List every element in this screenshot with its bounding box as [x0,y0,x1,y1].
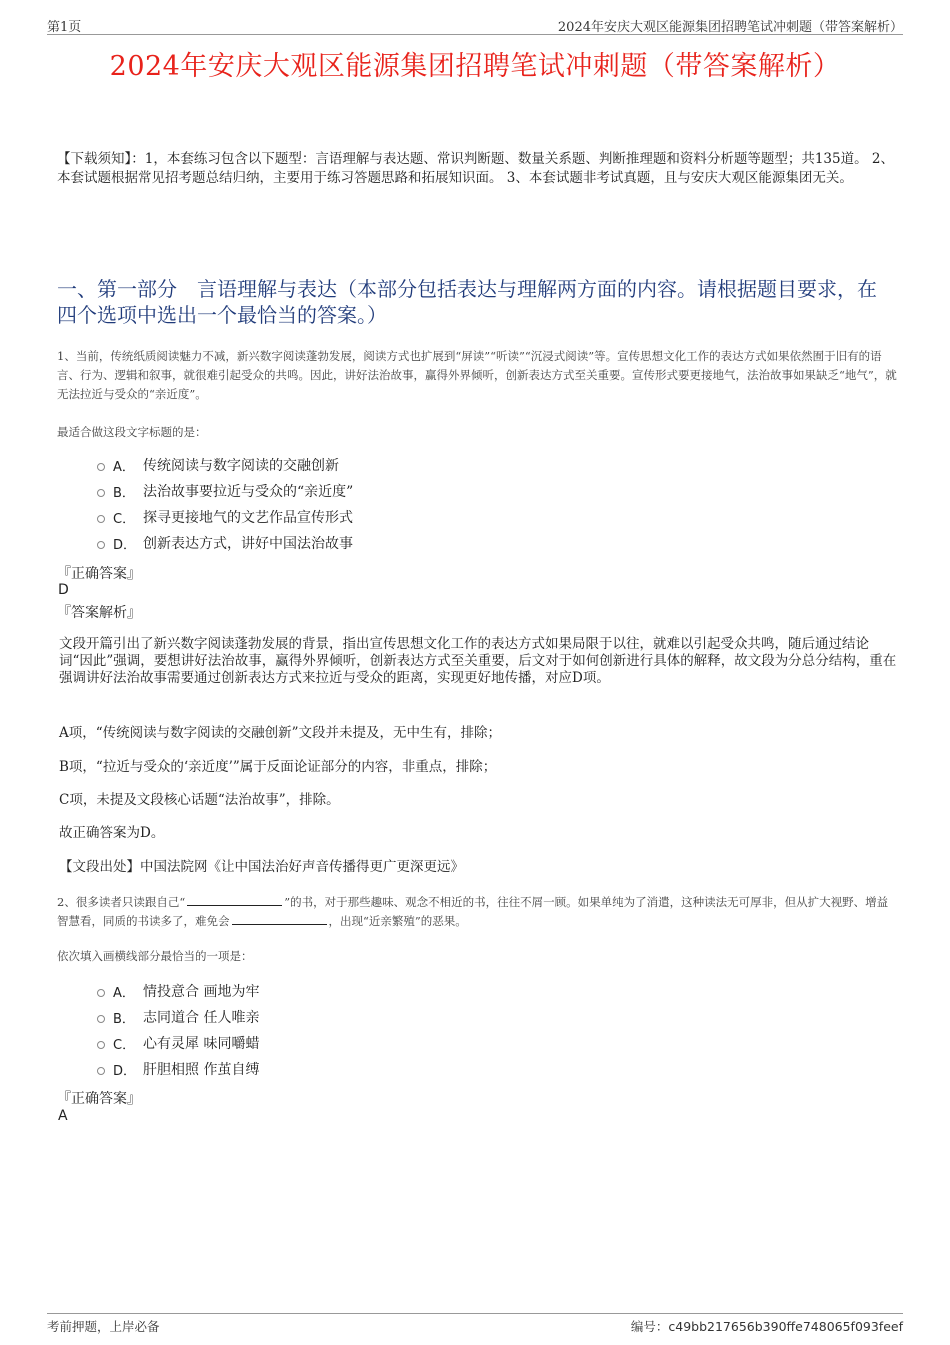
section-title: 一、第一部分 言语理解与表达（本部分包括表达与理解两方面的内容。请根据题目要求，在四个选项中选出一个最恰当的答案。） [57,277,877,327]
page-header [47,14,903,35]
q2-option-c[interactable]: C． 心有灵犀 味同嚼蜡 [97,1030,259,1056]
page-title: 2024年安庆大观区能源集团招聘笔试冲刺题（带答案解析） [109,51,841,82]
question-2-text: 2、很多读者只读跟自己“ ”的书，对于那些趣味、观念不相近的书，往往不屑一顾。如果单纯为了消遣，这种读法无可厚非，但从扩大视野、增益智慧看，同质的书读多了，难免会 ，出现“近亲繁殖”的恶果。 [57,895,889,928]
header-doc-name: 2024年安庆大观区能源集团招聘笔试冲刺题（带答案解析） [557,20,903,35]
page-number: 第1页 [47,20,82,35]
q1-analysis-a: A项，“传统阅读与数字阅读的交融创新”文段并未提及，无中生有，排除； [59,725,502,741]
q1-analysis-b: B项，“拉近与受众的‘亲近度’”属于反面论证部分的内容，非重点，排除； [59,759,497,775]
q1-analysis-main: 文段开篇引出了新兴数字阅读蓬勃发展的背景，指出宣传思想文化工作的表达方式如果局限于以往，就难以引起受众共鸣，随后通过结论词“因此”强调，要想讲好法治故事，赢得外界倾听，创新表达方式至关重要，后文对于如何创新进行具体的解释，故文段为分总分结构，重在强调讲好法治故事需要通过创新表达方式来拉近与受众的距离，实现更好地传播，对应D项。 [59,636,897,686]
q2-answer-label: 『正确答案』 [57,1091,141,1107]
q1-option-c[interactable]: C． 探寻更接地气的文艺作品宣传形式 [97,504,353,530]
fill-blank-2[interactable] [232,912,327,925]
q1-answer: D [58,582,69,598]
fill-blank-1[interactable] [187,893,282,906]
q2-option-d[interactable]: D． 肝胆相照 作茧自缚 [97,1056,259,1082]
radio-icon[interactable] [97,489,105,497]
download-notice: 【下载须知】：1，本套练习包含以下题型：言语理解与表达题、常识判断题、数量关系题、判断推理题和资料分析题等题型；共135道。 2、本套试题根据常见招考题总结归纳，主要用于练习答题思路和拓展知识面。 3、本套试题非考试真题，且与安庆大观区能源集团无关。 [57,151,894,186]
q1-analysis-c: C项，未提及文段核心话题“法治故事”，排除。 [59,792,340,808]
radio-icon[interactable] [97,1067,105,1075]
q2-option-a[interactable]: A． 情投意合 画地为牢 [97,978,259,1004]
q1-option-d[interactable]: D． 创新表达方式，讲好中国法治故事 [97,530,353,556]
q1-analysis-label: 『答案解析』 [57,605,141,621]
question-2-prompt: 依次填入画横线部分最恰当的一项是： [57,949,253,963]
q1-answer-label: 『正确答案』 [57,566,141,582]
question-2-options [97,978,259,1082]
radio-icon[interactable] [97,541,105,549]
question-1-prompt: 最适合做这段文字标题的是： [57,425,207,439]
question-1-options [97,452,353,556]
q1-source: 【文段出处】中国法院网《让中国法治好声音传播得更广更深更远》 [59,859,464,875]
question-1-text: 1、当前，传统纸质阅读魅力不减，新兴数字阅读蓬勃发展，阅读方式也扩展到“屏读”“听读”“沉浸式阅读”等。宣传思想文化工作的表达方式如果依然囿于旧有的语言、行为、逻辑和叙事，就很难引起受众的共鸣。因此，讲好法治故事，赢得外界倾听，创新表达方式至关重要。宣传形式要更接地气，法治故事如果缺乏“地气”，就无法拉近与受众的“亲近度”。 [57,349,897,401]
page-footer [47,1313,903,1338]
q1-option-a[interactable]: A． 传统阅读与数字阅读的交融创新 [97,452,353,478]
radio-icon[interactable] [97,463,105,471]
footer-slogan: 考前押题，上岸必备 [47,1319,160,1334]
radio-icon[interactable] [97,515,105,523]
radio-icon[interactable] [97,989,105,997]
q1-conclusion: 故正确答案为D。 [59,825,165,841]
q2-option-b[interactable]: B． 志同道合 任人唯亲 [97,1004,259,1030]
q2-answer: A [58,1108,68,1124]
radio-icon[interactable] [97,1015,105,1023]
footer-code: 编号：c49bb217656b390ffe748065f093feef [630,1319,903,1334]
q1-option-b[interactable]: B． 法治故事要拉近与受众的“亲近度” [97,478,353,504]
radio-icon[interactable] [97,1041,105,1049]
